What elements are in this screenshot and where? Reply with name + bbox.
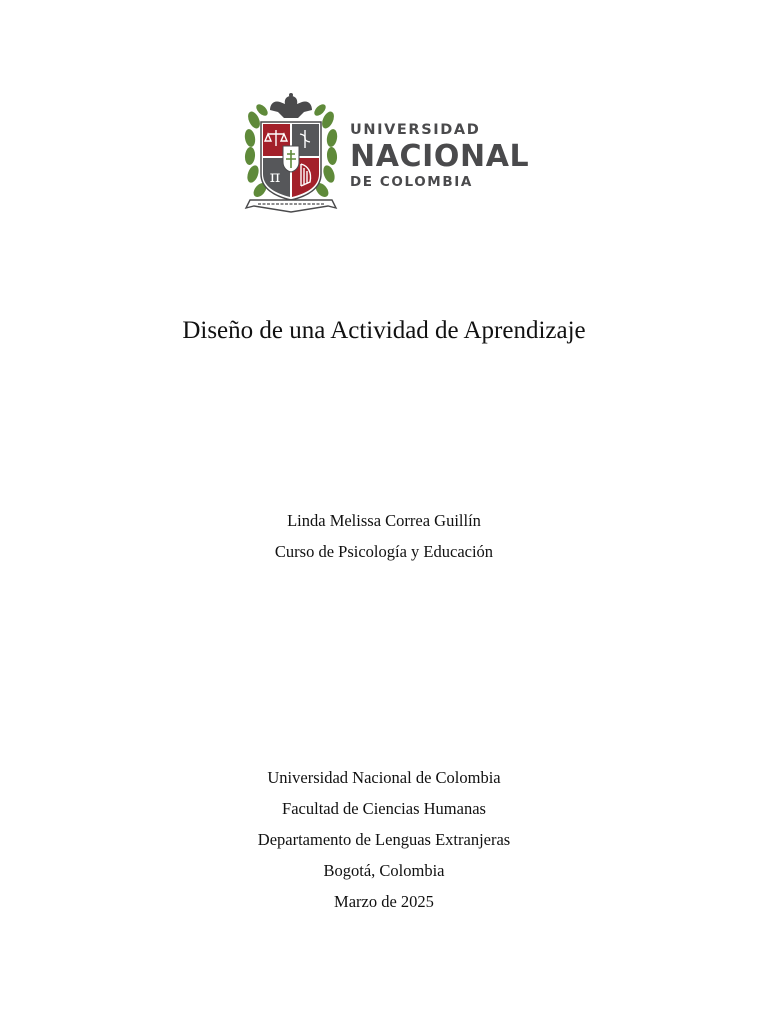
- university-name: Universidad Nacional de Colombia: [267, 768, 501, 787]
- author-block: [0, 505, 768, 567]
- document-date: Marzo de 2025: [334, 892, 434, 911]
- faculty-name: Facultad de Ciencias Humanas: [282, 799, 486, 818]
- university-wordmark: [350, 122, 534, 191]
- author-name: Linda Melissa Correa Guillín: [287, 511, 481, 530]
- city-name: Bogotá, Colombia: [323, 861, 445, 880]
- course-name: Curso de Psicología y Educación: [274, 542, 494, 561]
- wordmark-de-colombia: DE COLOMBIA: [350, 174, 473, 190]
- wordmark-universidad: UNIVERSIDAD: [350, 122, 481, 138]
- department-name: Departamento de Lenguas Extranjeras: [257, 830, 511, 849]
- university-crest-icon: [244, 92, 338, 216]
- university-logo: [244, 92, 534, 218]
- institution-block: [0, 762, 768, 917]
- wordmark-nacional: NACIONAL: [350, 139, 530, 174]
- svg-text:π: π: [269, 167, 281, 186]
- document-title: Diseño de una Actividad de Aprendizaje: [182, 317, 586, 344]
